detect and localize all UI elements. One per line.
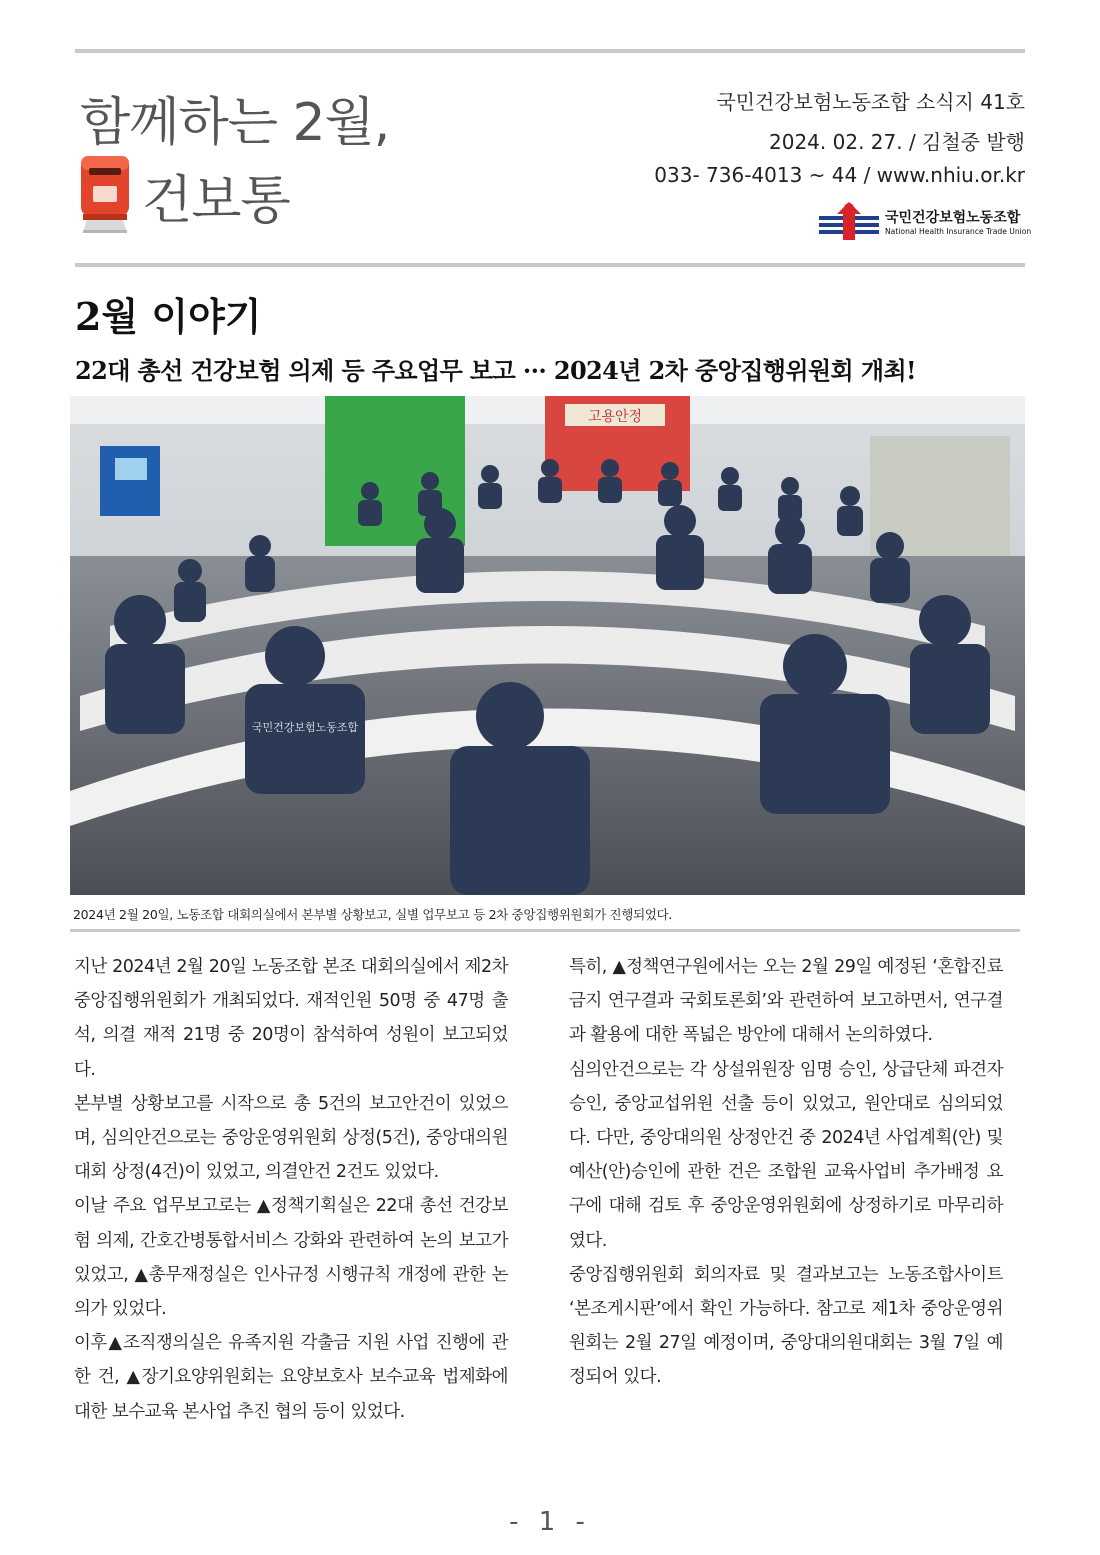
page-number: - 1 - xyxy=(509,1507,591,1537)
vest-text: 국민건강보험노동조합 xyxy=(251,721,359,734)
contact-info: 033- 736-4013 ~ 44 / www.nhiu.or.kr xyxy=(654,163,1025,187)
union-emblem-icon xyxy=(817,200,881,242)
paragraph: 지난 2024년 2월 20일 노동조합 본조 대회의실에서 제2차 중앙집행위원회가 개최되었다. 재적인원 50명 중 47명 출석, 의결 재적 21명 중 20명이 참석하여 성원이 보고되었다. xyxy=(74,957,508,1080)
paragraph: 본부별 상황보고를 시작으로 총 5건의 보고안건이 있었으며, 심의안건으로는 중앙운영위원회 상정(5건), 중앙대의원대회 상정(4건)이 있었고, 의결안건 2건도 있었다. xyxy=(74,1093,508,1183)
postbox-icon xyxy=(77,152,133,234)
logo-name-en: National Health Insurance Trade Union xyxy=(885,227,1032,236)
meeting-photo-illustration xyxy=(70,396,1025,895)
publish-date: 2024. 02. 27. / 김철중 발행 xyxy=(769,130,1025,154)
section-title: 2월 이야기 xyxy=(75,294,262,339)
paragraph: 특히, ▲정책연구원에서는 오는 2월 29일 예정된 ‘혼합진료금지 연구결과 국회토론회’와 관련하여 보고하면서, 연구결과 활용에 대한 폭넓은 방안에 대해서 논의하였다. xyxy=(569,957,1003,1046)
meeting-photo xyxy=(70,396,1025,895)
masthead-title: 함께하는 2월, xyxy=(80,93,390,153)
paragraph: 심의안건으로는 각 상설위원장 임명 승인, 상급단체 파견자 승인, 중앙교섭위원 선출 등이 있었고, 원안대로 심의되었다. 다만, 중앙대의원 상정안건 중 2024년 사업계획(안) 및 예산(안)승인에 관한 건은 조합원 교육사업비 추가배정 요구에 대해 검토 후 중앙운영위원회에 상정하기로 마무리하였다. xyxy=(569,1059,1003,1251)
paragraph: 중앙집행위원회 회의자료 및 결과보고는 노동조합사이트 ‘본조게시판’에서 확인 가능하다. 참고로 제1차 중앙운영위원회는 2월 27일 예정이며, 중앙대의원대회는 3월 7일 예정되어 있다. xyxy=(569,1264,1003,1388)
issue-number: 국민건강보험노동조합 소식지 41호 xyxy=(716,90,1025,114)
article-headline: 22대 총선 건강보험 의제 등 주요업무 보고 ··· 2024년 2차 중앙집행위원회 개최! xyxy=(75,356,916,385)
logo-name-ko: 국민건강보험노동조합 xyxy=(885,210,1021,226)
top-rule xyxy=(75,49,1025,53)
caption-rule xyxy=(70,929,1020,932)
section-rule xyxy=(75,263,1025,267)
article-column-right xyxy=(569,950,1003,1395)
banner-text: 고용안정 xyxy=(587,409,643,425)
photo-caption: 2024년 2월 20일, 노동조합 대회의실에서 본부별 상황보고, 실별 업무보고 등 2차 중앙집행위원회가 진행되었다. xyxy=(73,907,673,922)
union-logo xyxy=(817,200,1032,242)
paragraph: 이후▲조직쟁의실은 유족지원 각출금 지원 사업 진행에 관한 건, ▲장기요양위원회는 요양보호사 보수교육 법제화에 대한 보수교육 본사업 추진 협의 등이 있었다. xyxy=(74,1333,508,1422)
masthead-subtitle: 건보통 xyxy=(142,171,290,231)
paragraph: 이날 주요 업무보고로는 ▲정책기획실은 22대 총선 건강보험 의제, 간호간병통합서비스 강화와 관련하여 논의 보고가 있었고, ▲총무재정실은 인사규정 시행규칙 개정에 관한 논의가 있었다. xyxy=(74,1196,508,1320)
article-column-left xyxy=(74,950,508,1429)
